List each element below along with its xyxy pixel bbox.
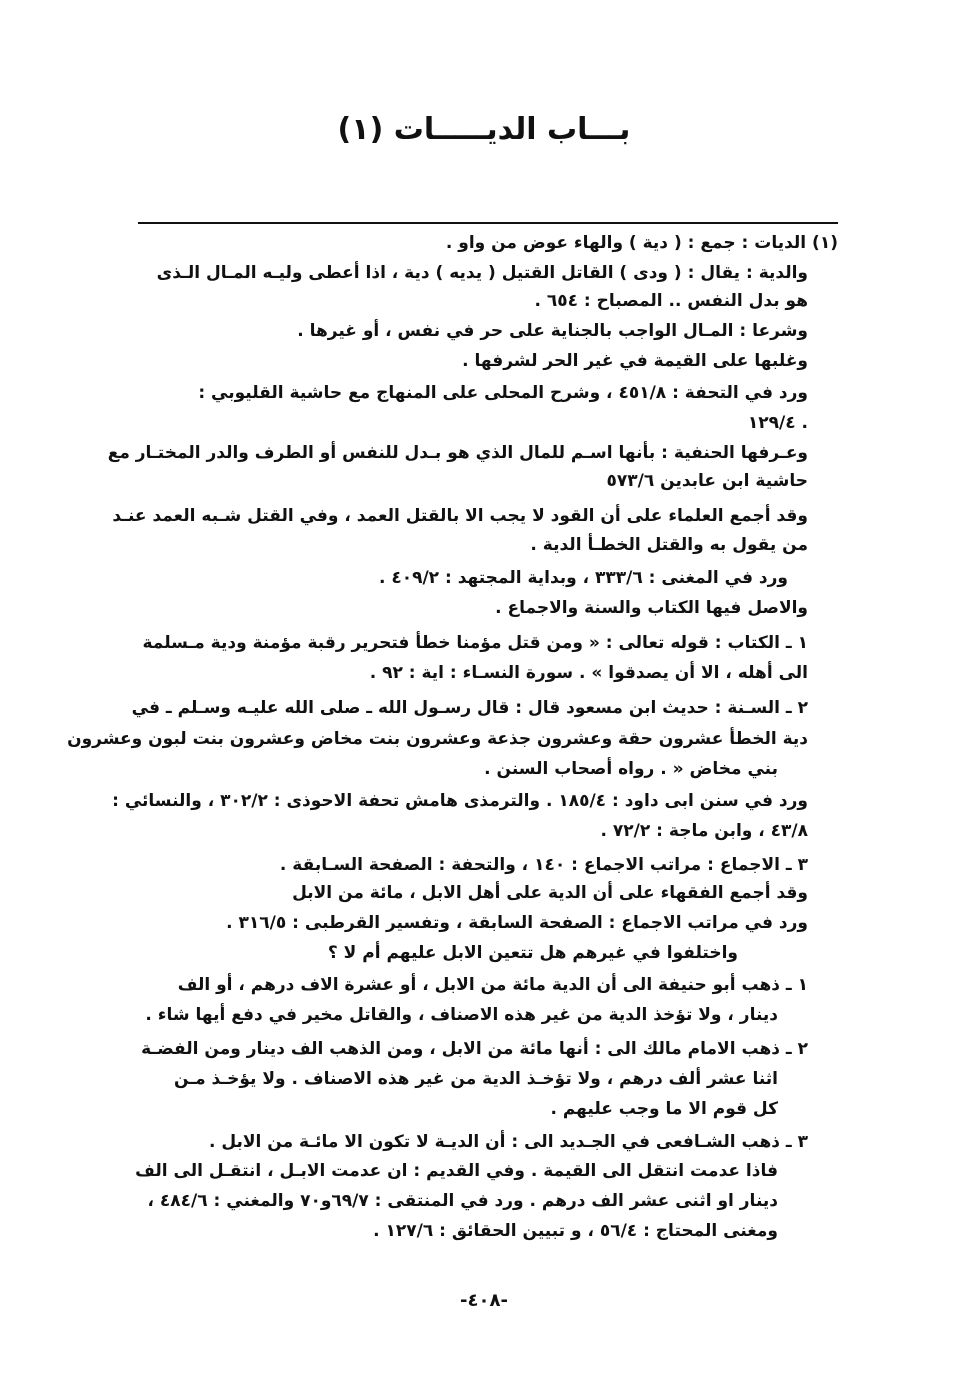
- text-line: هو بدل النفس .. المصباح : ٦٥٤ .: [534, 291, 808, 311]
- text-line: ٣ ـ ذهب الشـافعى في الجـديد الى : أن الديـة لا تكون الا مائـة من الابل .: [208, 1132, 808, 1152]
- text-line: ١ ـ الكتاب : قوله تعالى : « ومن قتل مؤمنا خطأ فتحرير رقبة مؤمنة ودية مـسلمة: [142, 633, 808, 653]
- text-line: وشرعا : المـال الواجب بالجناية على حر في نفس ، أو غيرها .: [297, 321, 808, 341]
- text-line: دينار ، ولا تؤخذ الدية من غير هذه الاصناف ، والقاتل مخير في دفع أيها شاء .: [145, 1005, 778, 1025]
- text-line: حاشية ابن عابدين ٥٧٣/٦: [606, 471, 808, 491]
- text-line: اثنا عشر ألف درهم ، ولا تؤخـذ الدية من غير هذه الاصناف . ولا يؤخـذ مـن: [173, 1069, 778, 1089]
- text-line: وقد أجمع العلماء على أن القود لا يجب الا بالقتل العمد ، وفي القتل شـبه العمد عنـد: [112, 506, 808, 526]
- text-line: والدية : يقال : ( ودى ) القاتل القتيل ( يديه ) دية ، اذا أعطى وليـه المـال الـذى: [156, 263, 808, 283]
- footnote-divider: [138, 222, 838, 224]
- text-line: وقد أجمع الفقهاء على أن الدية على أهل الابل ، مائة من الابل: [292, 883, 808, 903]
- text-line: ورد في مراتب الاجماع : الصفحة السابقة ، وتفسير القرطبى : ٣١٦/٥ .: [226, 913, 808, 933]
- text-line: كل قوم الا ما وجب عليهم .: [550, 1099, 778, 1119]
- text-line: . ١٢٩/٤: [747, 413, 808, 433]
- text-line: من يقول به والقتل الخطـأ الدية .: [530, 535, 808, 555]
- text-line: ورد في سنن ابى داود : ١٨٥/٤ . والترمذى هامش تحفة الاحوذى : ٣٠٢/٢ ، والنسائي :: [112, 791, 808, 811]
- text-line: ٣ ـ الاجماع : مراتب الاجماع : ١٤٠ ، والتحفة : الصفحة السـابقة .: [279, 855, 808, 875]
- text-line: وغلبها على القيمة في غير الحر لشرفها .: [462, 351, 808, 371]
- text-line: وعـرفها الحنفية : بأنها اسـم للمال الذي هو بـدل للنفس أو الطرف والدر المختـار مع: [107, 443, 808, 463]
- text-line: ١ ـ ذهب أبو حنيفة الى أن الدية مائة من الابل ، أو عشرة الاف درهم ، أو الف: [177, 975, 808, 995]
- text-line: واختلفوا في غيرهم هل تتعين الابل عليهم أم لا ؟: [327, 943, 738, 963]
- text-line: ٢ ـ السـنة : حديث ابن مسعود قال : قال رسـول الله ـ صلى الله عليـه وسـلم ـ في: [131, 698, 808, 718]
- text-line: دينار او اثنى عشر الف درهم . ورد في المنتقى : ٦٩/٧و٧٠ والمغني : ٤٨٤/٦ ،: [147, 1191, 778, 1211]
- text-line: ٤٣/٨ ، وابن ماجة : ٧٢/٢ .: [600, 821, 808, 841]
- text-line: فاذا عدمت انتقل الى القيمة . وفي القديم : ان عدمت الابـل ، انتقـل الى الف: [135, 1161, 778, 1181]
- text-line: ورد في التحفة : ٤٥١/٨ ، وشرح المحلى على المنهاج مع حاشية القليوبي :: [198, 383, 808, 403]
- text-line: ورد في المغنى : ٣٣٣/٦ ، وبداية المجتهد : ٤٠٩/٢ .: [378, 568, 788, 588]
- text-line: (١) الديات : جمع : ( دية ) والهاء عوض من واو .: [445, 233, 838, 253]
- text-line: بني مخاض « . رواه أصحاب السنن .: [484, 759, 778, 779]
- text-line: ٢ ـ ذهب الامام مالك الى : أنها مائة من الابل ، ومن الذهب الف دينار ومن الفضـة: [141, 1039, 808, 1059]
- text-line: دية الخطأ عشرون حقة وعشرون جذعة وعشرون بنت مخاض وعشرون بنت لبون وعشرون: [67, 729, 808, 749]
- text-line: ومغنى المحتاج : ٥٦/٤ ، و تبيين الحقائق : ١٢٧/٦ .: [373, 1221, 778, 1241]
- page-number: -٤٠٨-: [460, 1290, 508, 1311]
- chapter-title: بـــاب الديـــــات (١): [337, 112, 631, 147]
- text-line: الى أهله ، الا أن يصدقوا » . سورة النسـاء : اية : ٩٢ .: [369, 663, 808, 683]
- text-line: والاصل فيها الكتاب والسنة والاجماع .: [495, 598, 808, 618]
